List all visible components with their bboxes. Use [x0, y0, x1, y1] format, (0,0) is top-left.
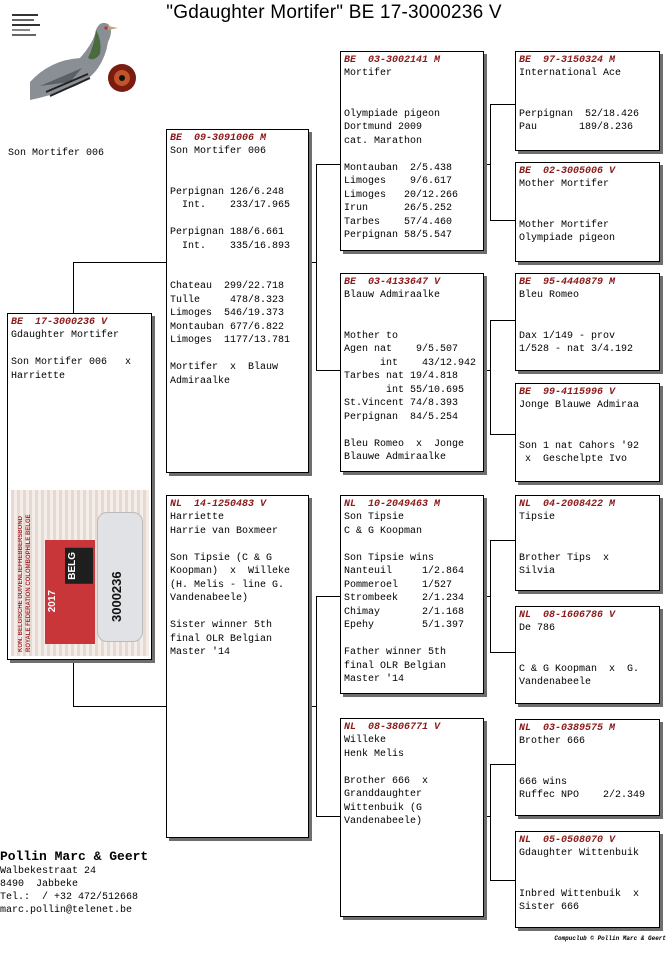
- connector-line: [483, 370, 490, 371]
- connector-line: [490, 652, 516, 653]
- connector-line: [490, 540, 516, 541]
- great-grandparent-card: [515, 51, 660, 151]
- connector-line: [73, 262, 167, 263]
- connector-line: [308, 262, 316, 263]
- connector-line: [490, 104, 516, 105]
- great-grandparent-card: [515, 383, 660, 482]
- pedigree-text: Son Mortifer 006 Perpignan 126/6.248 Int. 233/17.965 Perpignan 188/6.661 Int. 335/16.893 Chateau 299/22.718 Tulle 478/8.323 Limoges 546/19.373 Montauban 677/6.822 Limoges 1177/13.781 Mortifer x Blauw Admiraalke: [170, 146, 291, 387]
- pigeon-logo: [10, 12, 140, 108]
- ring-number: NL 05-0508070 V: [519, 835, 616, 846]
- connector-line: [490, 320, 516, 321]
- connector-line: [490, 764, 516, 765]
- pedigree-text: Son Tipsie C & G Koopman Son Tipsie wins Nanteuil 1/2.864 Pommeroel 1/527 Strombeek 2/1.234 Chimay 2/1.168 Epehy 5/1.397 Father winner 5th final OLR Belgian Master '14: [344, 512, 465, 685]
- connector-line: [316, 164, 341, 165]
- connector-line: [490, 434, 516, 435]
- ring-number: NL 10-2049463 M: [344, 499, 441, 510]
- pedigree-text: Tipsie Brother Tips x Silvia: [519, 512, 610, 577]
- connector-line: [483, 164, 490, 165]
- pedigree-text: Blauw Admiraalke Mother to Agen nat 9/5.507 int 43/12.942 Tarbes nat 19/4.818 int 55/10.695 St.Vincent 74/8.393 Perpignan 84/5.254 Bleu Romeo x Jonge Blauwe Admiraalke: [344, 290, 477, 463]
- pedigree-text: Jonge Blauwe Admiraa Son 1 nat Cahors '92 x Geschelpte Ivo: [519, 400, 640, 465]
- pedigree-text: International Ace Perpignan 52/18.426 Pau 189/8.236: [519, 68, 640, 133]
- breeder-name: Pollin Marc & Geert: [0, 849, 149, 864]
- pedigree-text: Mortifer Olympiade pigeon Dortmund 2009 cat. Marathon Montauban 2/5.438 Limoges 9/6.617 Limoges 20/12.266 Irun 26/5.252 Tarbes 57/4.460 Perpignan 58/5.547: [344, 68, 459, 241]
- connector-line: [316, 596, 317, 816]
- page-title: "Gdaughter Mortifer" BE 17-3000236 V: [166, 2, 502, 23]
- ring-card-photo: [11, 490, 149, 656]
- connector-line: [73, 658, 74, 706]
- connector-line: [316, 596, 341, 597]
- sire-card: [166, 129, 309, 473]
- side-label: Son Mortifer 006: [8, 148, 105, 159]
- great-grandparent-card: [515, 831, 660, 928]
- ring-number: NL 08-1606786 V: [519, 610, 616, 621]
- great-grandparent-card: [515, 606, 660, 704]
- connector-line: [308, 706, 316, 707]
- subject-pigeon-card: [7, 313, 152, 660]
- connector-line: [316, 816, 341, 817]
- ring-country: BELG: [65, 548, 93, 584]
- great-grandparent-card: [515, 273, 660, 371]
- pedigree-text: Bleu Romeo Dax 1/149 - prov 1/528 - nat 3/4.192: [519, 290, 634, 355]
- pedigree-text: Gdaughter Wittenbuik Inbred Wittenbuik x Sister 666: [519, 848, 640, 913]
- ring-number: BE 95-4440879 M: [519, 277, 616, 288]
- pedigree-text: Gdaughter Mortifer Son Mortifer 006 x Harriette: [11, 330, 132, 382]
- pedigree-text: Brother 666 666 wins Ruffec NPO 2/2.349: [519, 736, 646, 801]
- pigeon-icon: [10, 12, 140, 108]
- ring-number: BE 03-4133647 V: [344, 277, 441, 288]
- pedigree-text: Mother Mortifer Mother Mortifer Olympiade pigeon: [519, 179, 616, 244]
- grandparent-card: [340, 51, 484, 251]
- connector-line: [490, 880, 516, 881]
- ring-number: BE 09-3091006 M: [170, 133, 267, 144]
- grandparent-card: [340, 273, 484, 472]
- ring-number: BE 97-3150324 M: [519, 55, 616, 66]
- connector-line: [490, 220, 516, 221]
- breeder-info: [0, 849, 148, 917]
- breeder-street: Walbekestraat 24: [0, 866, 97, 877]
- connector-line: [490, 320, 491, 434]
- ring-number: BE 99-4115996 V: [519, 387, 616, 398]
- connector-line: [73, 262, 74, 314]
- federation-text: KON. BELGISCHE DUIVENLIEFHEBBERSBOND ROYALE FEDERATION COLOMBOPHILE BELGE: [18, 514, 32, 652]
- footer-credit: Compuclub © Pollin Marc & Geert: [554, 935, 666, 942]
- ring-number: NL 08-3806771 V: [344, 722, 441, 733]
- connector-line: [316, 164, 317, 370]
- dam-card: [166, 495, 309, 838]
- ring-year: 2017: [47, 590, 58, 613]
- ring-number: NL 03-0389575 M: [519, 723, 616, 734]
- ring-serial: 3000236: [109, 571, 124, 622]
- connector-line: [490, 764, 491, 880]
- ring-number: BE 17-3000236 V: [11, 317, 108, 328]
- pedigree-text: Harriette Harrie van Boxmeer Son Tipsie (C & G Koopman) x Willeke (H. Melis - line G. Vandenabeele) Sister winner 5th final OLR Belgian Master '14: [170, 512, 291, 658]
- ring-number: NL 04-2008422 M: [519, 499, 616, 510]
- connector-line: [316, 370, 341, 371]
- grandparent-card: [340, 718, 484, 917]
- connector-line: [73, 706, 167, 707]
- pedigree-text: De 786 C & G Koopman x G. Vandenabeele: [519, 623, 640, 688]
- breeder-city: 8490 Jabbeke: [0, 879, 79, 890]
- connector-line: [490, 104, 491, 220]
- connector-line: [490, 540, 491, 652]
- connector-line: [483, 816, 490, 817]
- ring-number: NL 14-1250483 V: [170, 499, 267, 510]
- ring-number: BE 02-3005006 V: [519, 166, 616, 177]
- great-grandparent-card: [515, 495, 660, 591]
- breeder-phone: Tel.: / +32 472/512668: [0, 892, 139, 903]
- pedigree-text: Willeke Henk Melis Brother 666 x Granddaughter Wittenbuik (G Vandenabeele): [344, 735, 429, 827]
- great-grandparent-card: [515, 719, 660, 816]
- breeder-email: marc.pollin@telenet.be: [0, 905, 133, 916]
- grandparent-card: [340, 495, 484, 694]
- ring-number: BE 03-3002141 M: [344, 55, 441, 66]
- great-grandparent-card: [515, 162, 660, 262]
- connector-line: [483, 596, 490, 597]
